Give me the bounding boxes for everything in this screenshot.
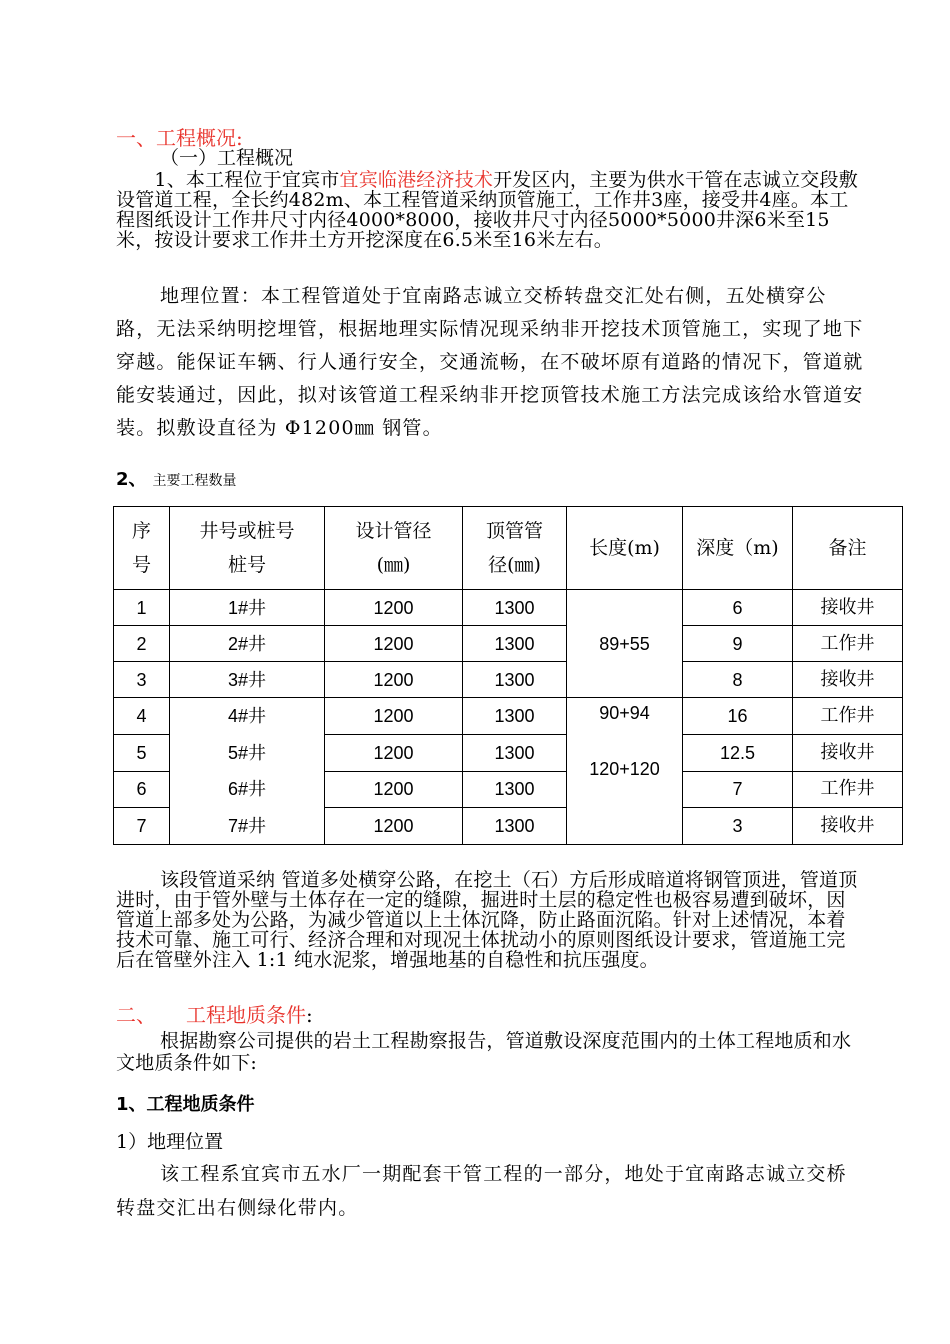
cell-note: 接收井 <box>793 734 903 771</box>
cell-design-diameter: 1200 <box>325 590 463 626</box>
cell-seq: 7 <box>114 808 170 845</box>
section2-number: 二、 <box>116 1003 156 1027</box>
section2-title: 工程地质条件 <box>186 1003 306 1027</box>
section1-subheading: （一）工程概况 <box>160 147 294 169</box>
cell-jacking-diameter: 1300 <box>463 808 567 845</box>
cell-well: 6#井 <box>227 779 267 799</box>
cell-seq: 3 <box>114 662 170 698</box>
cell-depth: 6 <box>683 590 793 626</box>
cell-design-diameter: 1200 <box>325 734 463 771</box>
cell-well: 2#井 <box>170 626 325 662</box>
cell-jacking-diameter: 1300 <box>463 662 567 698</box>
location-paragraph: 地理位置：本工程管道处于宜南路志诚立交桥转盘交汇处右侧，五处横穿公路，无法采纳明挖埋管，根据地理实际情况现采纳非开挖技术顶管施工，实现了地下穿越。能保证车辆、行人通行安全，交通流畅，在不破坏原有道路的情况下，管道就能安装通过，因此，拟对该管道工程采纳非开挖顶管技术施工方法完成该给水管道安装。拟敷设直径为 Φ1200㎜ 钢管。 <box>116 285 864 439</box>
cell-design-diameter: 1200 <box>325 698 463 735</box>
cell-well: 5#井 <box>227 742 267 763</box>
geology-heading: 1、工程地质条件 <box>116 1094 255 1115</box>
table-row <box>114 626 903 662</box>
cell-design-diameter: 1200 <box>325 771 463 808</box>
table-row <box>114 662 903 698</box>
header-depth: 深度（m) <box>683 507 793 590</box>
cell-note: 工作井 <box>793 698 903 735</box>
cell-length: 120+120 <box>589 759 660 779</box>
section2-colon: : <box>306 1003 313 1027</box>
cell-note: 工作井 <box>793 626 903 662</box>
header-note: 备注 <box>793 507 903 590</box>
cell-well: 3#井 <box>170 662 325 698</box>
cell-depth: 3 <box>683 808 793 845</box>
geology-subheading: 1）地理位置 <box>116 1131 224 1153</box>
para1-highlight: 宜宾临港经济技术 <box>339 169 494 191</box>
geology-location-paragraph: 该工程系宜宾市五水厂一期配套干管工程的一部分，地处于宜南路志诚立交桥转盘交汇出右侧绿化带内。 <box>116 1163 847 1219</box>
geology-intro-paragraph: 根据勘察公司提供的岩土工程勘察报告，管道敷设深度范围内的土体工程地质和水文地质条件如下: <box>116 1030 852 1074</box>
cell-jacking-diameter: 1300 <box>463 771 567 808</box>
cell-jacking-diameter: 1300 <box>463 626 567 662</box>
section1-heading: 一、工程概况: <box>116 126 243 150</box>
quantities-title: 主要工程数量 <box>152 473 237 489</box>
cell-depth: 8 <box>683 662 793 698</box>
cell-seq: 4 <box>114 698 170 735</box>
cell-seq: 5 <box>114 734 170 771</box>
project-paragraph-1 <box>116 170 861 250</box>
quantities-heading <box>116 470 237 491</box>
cell-note: 工作井 <box>793 771 903 808</box>
cell-depth: 9 <box>683 626 793 662</box>
table-row <box>114 698 903 735</box>
cell-depth: 7 <box>683 771 793 808</box>
cell-note: 接收井 <box>793 590 903 626</box>
cell-note: 接收井 <box>793 662 903 698</box>
para1-prefix: 1、本工程位于宜宾市 <box>116 169 340 191</box>
header-well: 井号或桩号桩号 <box>170 507 325 590</box>
cell-well: 4#井 <box>227 706 267 726</box>
cell-note: 接收井 <box>793 808 903 845</box>
cell-design-diameter: 1200 <box>325 808 463 845</box>
cell-well: 1#井 <box>170 590 325 626</box>
table-header-row <box>114 507 903 590</box>
cell-jacking-diameter: 1300 <box>463 698 567 735</box>
section2-heading <box>116 1004 313 1026</box>
header-length: 长度(m) <box>567 507 683 590</box>
cell-depth: 12.5 <box>683 734 793 771</box>
quantities-number: 2、 <box>116 469 147 490</box>
cell-well: 7#井 <box>227 815 267 836</box>
cell-length: 90+94 <box>599 703 650 723</box>
construction-paragraph: 该段管道采纳 管道多处横穿公路，在挖土（石）方后形成暗道将钢管顶进，管道顶进时，由于管外壁与土体存在一定的缝隙，掘进时土层的稳定性也极容易遭到破坏，因管道上部多处为公路，为减少管道以上土体沉降，防止路面沉陷。针对上述情况，本着技术可靠、施工可行、经济合理和对现况土体扰动小的原则图纸设计要求，管道施工完后在管壁外注入 1:1 纯水泥浆，增强地基的自稳性和抗压强度。 <box>116 869 858 971</box>
cell-length-group <box>567 698 683 845</box>
header-design-diameter: 设计管径(㎜) <box>325 507 463 590</box>
cell-length: 89+55 <box>567 590 683 698</box>
header-jacking-diameter: 顶管管径(㎜) <box>463 507 567 590</box>
table-row <box>114 590 903 626</box>
cell-seq: 1 <box>114 590 170 626</box>
cell-jacking-diameter: 1300 <box>463 734 567 771</box>
quantities-table <box>113 506 903 845</box>
cell-well-group <box>170 698 325 845</box>
cell-design-diameter: 1200 <box>325 626 463 662</box>
para1-suffix: 开发区内，主要为供水干管在志诚立交段敷设管道工程，全长约482m、本工程管道采纳顶管施工，工作井3座，接受井4座。本工程图纸设计工作井尺寸内径4000*8000，接收井尺寸内径5000*5000井深6米至15米，按设计要求工作井土方开挖深度在6.5米至16米左右。 <box>116 169 858 251</box>
cell-seq: 2 <box>114 626 170 662</box>
cell-depth: 16 <box>683 698 793 735</box>
cell-jacking-diameter: 1300 <box>463 590 567 626</box>
header-seq: 序号 <box>114 507 170 590</box>
cell-seq: 6 <box>114 771 170 808</box>
cell-design-diameter: 1200 <box>325 662 463 698</box>
